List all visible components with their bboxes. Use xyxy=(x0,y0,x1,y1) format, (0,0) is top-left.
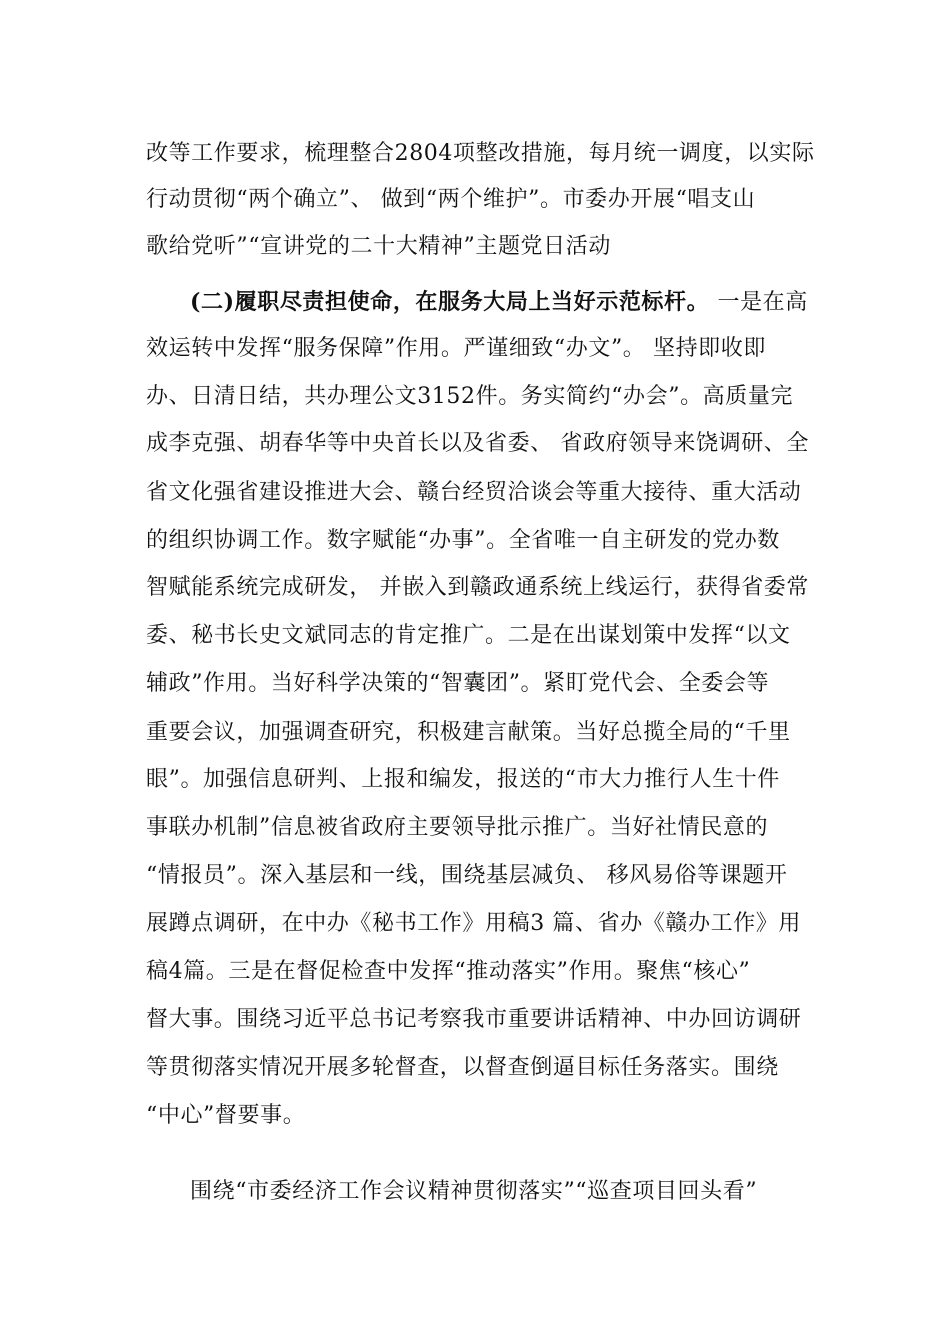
text-line: 行动贯彻“两个确立”、 做到“两个维护”。市委办开展“唱支山 xyxy=(146,187,756,212)
text-line: “中心”督要事。 xyxy=(146,1103,306,1128)
text-line: 歌给党听”“宣讲党的二十大精神”主题党日活动 xyxy=(146,234,611,259)
text-line: 围绕“市委经济工作会议精神贯彻落实”“巡查项目回头看” xyxy=(190,1179,758,1204)
text-line: 事联办机制”信息被省政府主要领导批示推广。当好社情民意的 xyxy=(146,815,769,840)
text-line: 办、日清日结，共办理公文3152件。务实简约“办会”。高质量完 xyxy=(146,384,794,409)
text-line: 效运转中发挥“服务保障”作用。严谨细致“办文”。 坚持即收即 xyxy=(146,336,766,361)
text-line: 眼”。加强信息研判、上报和编发，报送的“市大力推行人生十件 xyxy=(146,767,780,792)
text-line: 的组织协调工作。数字赋能“办事”。全省唯一自主研发的党办数 xyxy=(146,528,780,553)
text-line: 改等工作要求，梳理整合2804项整改措施，每月统一调度，以实际 xyxy=(146,141,815,166)
text-line: “情报员”。深入基层和一线，围绕基层减负、 移风易俗等课题开 xyxy=(146,863,788,888)
text-line: 成李克强、胡春华等中央首长以及省委、 省政府领导来饶调研、全 xyxy=(146,431,809,456)
section-heading: (二)履职尽责担使命，在服务大局上当好示范标杆。 xyxy=(190,289,718,315)
text-line: 展蹲点调研，在中办《秘书工作》用稿3 篇、省办《赣办工作》用 xyxy=(146,911,801,936)
text-line: 委、秘书长史文斌同志的肯定推广。二是在出谋划策中发挥“以文 xyxy=(146,623,791,648)
text-line: 稿4篇。三是在督促检查中发挥“推动落实”作用。聚焦“核心” xyxy=(146,959,751,984)
text-line: 重要会议，加强调查研究，积极建言献策。当好总揽全局的“千里 xyxy=(146,720,791,745)
text-line: 智赋能系统完成研发， 并嵌入到赣政通系统上线运行，获得省委常 xyxy=(146,575,809,600)
text-line: 省文化强省建设推进大会、赣台经贸洽谈会等重大接待、重大活动 xyxy=(146,480,802,505)
text-line: 督大事。围绕习近平总书记考察我市重要讲话精神、中办回访调研 xyxy=(146,1007,802,1032)
text-span: 一是在高 xyxy=(717,290,808,315)
text-line: 辅政”作用。当好科学决策的“智囊团”。紧盯党代会、全委会等 xyxy=(146,671,770,696)
text-line: 等贯彻落实情况开展多轮督查，以督查倒逼目标任务落实。围绕 xyxy=(146,1055,779,1080)
section-heading-line xyxy=(190,282,806,322)
